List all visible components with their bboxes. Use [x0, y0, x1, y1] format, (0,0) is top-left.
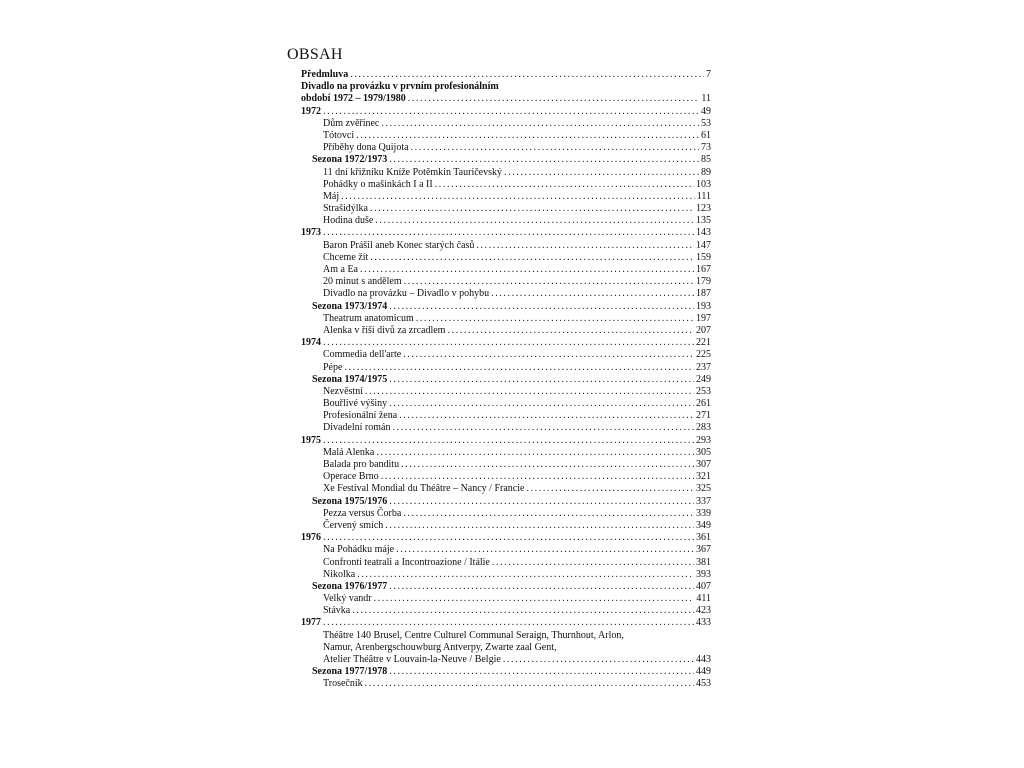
toc-entry-page: 197 [696, 312, 711, 324]
toc-entry-page: 73 [701, 142, 711, 154]
toc-leader-dots [503, 654, 694, 666]
toc-entry-title: Atelier Théâtre v Louvain-la-Neuve / Belgie [323, 654, 501, 665]
toc-entry-title: Pépe [323, 361, 343, 373]
toc-entry-title: Alenka v říši divů za zrcadlem [323, 324, 446, 336]
toc-entry [287, 325, 711, 337]
toc-entry-title: 1974 [301, 337, 321, 349]
toc-leader-dots [365, 386, 694, 398]
toc-entry-title: Confronti teatrali a Incontroazione / Itálie [323, 556, 490, 568]
toc-entry-title: Červený smích [323, 519, 384, 531]
toc-entry-page: 111 [696, 190, 711, 202]
toc-entry-page: 261 [696, 398, 711, 410]
toc-entry-title: Předmluva [301, 69, 349, 80]
toc-entry-title: Trosečník [323, 678, 363, 690]
toc-entry-page: 61 [701, 129, 711, 141]
toc-leader-dots [381, 471, 694, 483]
toc-entry-page: 407 [696, 580, 711, 592]
toc-entry-page: 49 [701, 105, 711, 117]
toc-leader-dots [370, 203, 694, 215]
toc-leader-dots [447, 325, 694, 337]
toc-entry [287, 227, 711, 239]
toc-entry-title: Tótovci [323, 129, 355, 141]
toc-entry-title: 1975 [301, 434, 321, 446]
toc-entry-page: 449 [696, 666, 711, 678]
toc-entry [287, 581, 711, 593]
toc-entry-page: 453 [696, 678, 711, 690]
toc-entry [287, 106, 711, 118]
toc-leader-dots [323, 435, 694, 447]
toc-leader-dots [360, 264, 694, 276]
toc-entry-title: Profesionální žena [323, 410, 398, 422]
toc-leader-dots [356, 130, 699, 142]
toc-leader-dots [389, 496, 694, 508]
toc-entry [287, 386, 711, 398]
toc-entry-title: Malá Alenka [323, 446, 375, 458]
toc-entry-title: 11 dní křižníku Kníže Potěmkin Tauričevský [323, 166, 502, 178]
toc-leader-dots [323, 337, 694, 349]
toc-entry-title: Divadlo na provázku – Divadlo v pohybu [323, 288, 490, 300]
toc-entry-page: 249 [696, 373, 711, 385]
toc-entry-title: Am a Ea [323, 264, 358, 275]
toc-entry [287, 349, 711, 361]
toc-entry-page: 143 [696, 227, 711, 239]
toc-entry-title: Bouřlivé výšiny [323, 398, 388, 410]
toc-leader-dots [350, 69, 704, 81]
toc-entry-title: Sezona 1976/1977 [312, 580, 388, 592]
toc-entry [287, 678, 711, 690]
toc-entry-title: Pohádky o mašinkách I a II [323, 178, 433, 190]
toc-entry-title: 1973 [301, 227, 321, 239]
toc-entry-page: 237 [696, 361, 711, 373]
toc-entry-title: Dům zvěřinec [323, 117, 380, 129]
toc-entry [287, 191, 711, 203]
toc-entry-page: 159 [696, 251, 711, 263]
toc-entry-page: 393 [696, 568, 711, 580]
toc-entry [287, 313, 711, 325]
toc-entry [287, 532, 711, 544]
toc-leader-dots [411, 142, 699, 154]
toc-leader-dots [323, 106, 699, 118]
toc-leader-dots [323, 227, 694, 239]
toc-leader-dots [392, 422, 694, 434]
toc-leader-dots [375, 215, 694, 227]
toc-leader-dots [491, 288, 694, 300]
toc-entry [287, 471, 711, 483]
toc-entry [287, 459, 711, 471]
toc-entry-page: 53 [701, 117, 711, 129]
toc-entry [287, 93, 711, 105]
toc-entry [287, 264, 711, 276]
toc-list [287, 69, 711, 691]
toc-entry-page: 305 [696, 446, 711, 458]
toc-entry-page: 253 [696, 385, 711, 397]
toc-leader-dots [504, 167, 699, 179]
toc-entry [287, 569, 711, 581]
toc-leader-dots [357, 569, 694, 581]
toc-leader-dots [389, 666, 694, 678]
toc-entry [287, 593, 711, 605]
toc-entry-title: Theatrum anatomicum [323, 312, 414, 324]
toc-entry-page: 423 [696, 605, 711, 617]
toc-entry-title: Divadlo na provázku v prvním profesionálním [301, 81, 499, 93]
toc-entry [287, 630, 711, 642]
toc-entry-title: Hodina duše [323, 215, 374, 227]
toc-entry [287, 276, 711, 288]
toc-entry-page: 411 [696, 593, 711, 605]
toc-entry [287, 142, 711, 154]
toc-entry [287, 252, 711, 264]
toc-entry-title: Strašidýlka [323, 203, 368, 215]
toc-entry [287, 666, 711, 678]
toc-entry [287, 154, 711, 166]
toc-entry-title: Divadelní román [323, 422, 391, 434]
toc-entry-page: 321 [696, 471, 711, 483]
toc-entry [287, 288, 711, 300]
toc-entry [287, 654, 711, 666]
toc-entry-page: 85 [701, 154, 711, 166]
toc-entry [287, 179, 711, 191]
toc-entry [287, 605, 711, 617]
toc-entry-page: 147 [696, 239, 711, 251]
toc-entry-title: Nezvěstní [323, 385, 363, 397]
toc-entry-page: 367 [696, 544, 711, 556]
toc-leader-dots [404, 276, 694, 288]
toc-entry [287, 130, 711, 142]
toc-entry [287, 240, 711, 252]
toc-page [287, 46, 711, 691]
toc-entry-page: 283 [696, 422, 711, 434]
toc-entry [287, 362, 711, 374]
toc-entry-title: Velký vandr [323, 593, 372, 605]
toc-entry [287, 544, 711, 556]
toc-leader-dots [376, 447, 694, 459]
toc-entry [287, 557, 711, 569]
toc-entry-title: Sezona 1973/1974 [312, 300, 388, 312]
toc-entry-page: 271 [696, 410, 711, 422]
toc-entry-title: Příběhy dona Quijota [323, 142, 409, 154]
toc-entry-page: 89 [701, 166, 711, 178]
toc-leader-dots [385, 520, 694, 532]
toc-entry-page: 207 [696, 324, 711, 336]
toc-leader-dots [352, 605, 694, 617]
toc-entry [287, 301, 711, 313]
toc-leader-dots [389, 154, 699, 166]
toc-entry-page: 103 [696, 178, 711, 190]
toc-leader-dots [365, 678, 694, 690]
toc-entry [287, 167, 711, 179]
toc-entry [287, 203, 711, 215]
toc-entry-page: 221 [696, 337, 711, 349]
toc-entry [287, 118, 711, 130]
toc-leader-dots [408, 93, 700, 105]
toc-entry-page: 361 [696, 532, 711, 544]
toc-leader-dots [403, 349, 694, 361]
toc-entry-title: Pezza versus Čorba [323, 507, 402, 519]
toc-leader-dots [526, 483, 694, 495]
toc-entry-title: Xe Festival Mondial du Théâtre – Nancy / Francie [323, 483, 525, 495]
toc-entry-page: 381 [696, 556, 711, 568]
toc-entry-title: 20 minut s andělem [323, 276, 402, 288]
toc-entry-title: Sezona 1975/1976 [312, 495, 388, 507]
toc-entry-title: Sezona 1977/1978 [312, 666, 388, 678]
toc-heading: OBSAH [287, 46, 343, 63]
toc-entry-title: Théâtre 140 Brusel, Centre Culturel Communal Seraign, Thurnhout, Arlon, [323, 629, 624, 641]
toc-entry-title: Commedia dell'arte [323, 349, 402, 361]
toc-entry-title: období 1972 – 1979/1980 [301, 93, 406, 105]
toc-leader-dots [492, 557, 694, 569]
toc-entry [287, 81, 711, 93]
toc-entry [287, 447, 711, 459]
toc-leader-dots [389, 301, 694, 313]
toc-entry [287, 520, 711, 532]
toc-leader-dots [389, 374, 694, 386]
toc-entry-page: 225 [696, 349, 711, 361]
toc-entry [287, 617, 711, 629]
toc-leader-dots [389, 398, 694, 410]
toc-leader-dots [374, 593, 695, 605]
toc-entry-title: Baron Prášil aneb Konec starých časů [323, 239, 475, 251]
toc-entry-title: Balada pro banditu [323, 459, 400, 470]
toc-entry-page: 293 [696, 434, 711, 446]
toc-entry-page: 193 [696, 300, 711, 312]
toc-entry-title: Sezona 1974/1975 [312, 373, 388, 385]
toc-entry-page: 123 [696, 203, 711, 215]
toc-entry-page: 325 [696, 483, 711, 495]
toc-entry [287, 215, 711, 227]
toc-entry [287, 422, 711, 434]
toc-leader-dots [341, 191, 695, 203]
toc-entry-page: 7 [706, 69, 711, 80]
toc-leader-dots [389, 581, 694, 593]
toc-entry-page: 187 [696, 288, 711, 300]
toc-entry-page: 307 [696, 459, 711, 470]
toc-entry [287, 410, 711, 422]
toc-entry [287, 496, 711, 508]
toc-entry-page: 11 [701, 93, 711, 105]
toc-leader-dots [396, 544, 694, 556]
toc-entry-title: Chceme žít [323, 251, 369, 263]
toc-leader-dots [401, 459, 694, 471]
toc-entry-title: Na Pohádku máje [323, 544, 395, 556]
toc-entry-page: 135 [696, 215, 711, 227]
toc-entry-title: Nikolka [323, 568, 356, 580]
toc-entry-page: 167 [696, 264, 711, 275]
toc-leader-dots [476, 240, 694, 252]
toc-leader-dots [370, 252, 694, 264]
toc-entry [287, 398, 711, 410]
toc-entry [287, 435, 711, 447]
toc-entry-title: Namur, Arenbergschouwburg Antverpy, Zwarte zaal Gent, [323, 641, 557, 653]
toc-entry-title: Operace Brno [323, 471, 379, 483]
toc-entry [287, 374, 711, 386]
toc-leader-dots [399, 410, 694, 422]
toc-entry-title: Sezona 1972/1973 [312, 154, 388, 166]
toc-entry-title: 1972 [301, 105, 321, 117]
toc-entry-title: Máj [323, 190, 340, 202]
toc-leader-dots [435, 179, 694, 191]
toc-entry-page: 349 [696, 519, 711, 531]
toc-entry [287, 642, 711, 654]
toc-leader-dots [403, 508, 694, 520]
toc-entry-title: Stávka [323, 605, 351, 617]
toc-entry [287, 69, 711, 81]
toc-entry [287, 337, 711, 349]
toc-leader-dots [381, 118, 699, 130]
toc-entry [287, 508, 711, 520]
toc-leader-dots [344, 362, 694, 374]
toc-entry-title: 1976 [301, 532, 321, 544]
toc-leader-dots [323, 532, 694, 544]
toc-entry-page: 433 [696, 617, 711, 629]
toc-entry-page: 337 [696, 495, 711, 507]
toc-entry [287, 483, 711, 495]
toc-leader-dots [416, 313, 694, 325]
toc-entry-page: 443 [696, 654, 711, 665]
toc-leader-dots [323, 617, 694, 629]
toc-entry-page: 179 [696, 276, 711, 288]
toc-entry-page: 339 [696, 507, 711, 519]
toc-entry-title: 1977 [301, 617, 321, 629]
